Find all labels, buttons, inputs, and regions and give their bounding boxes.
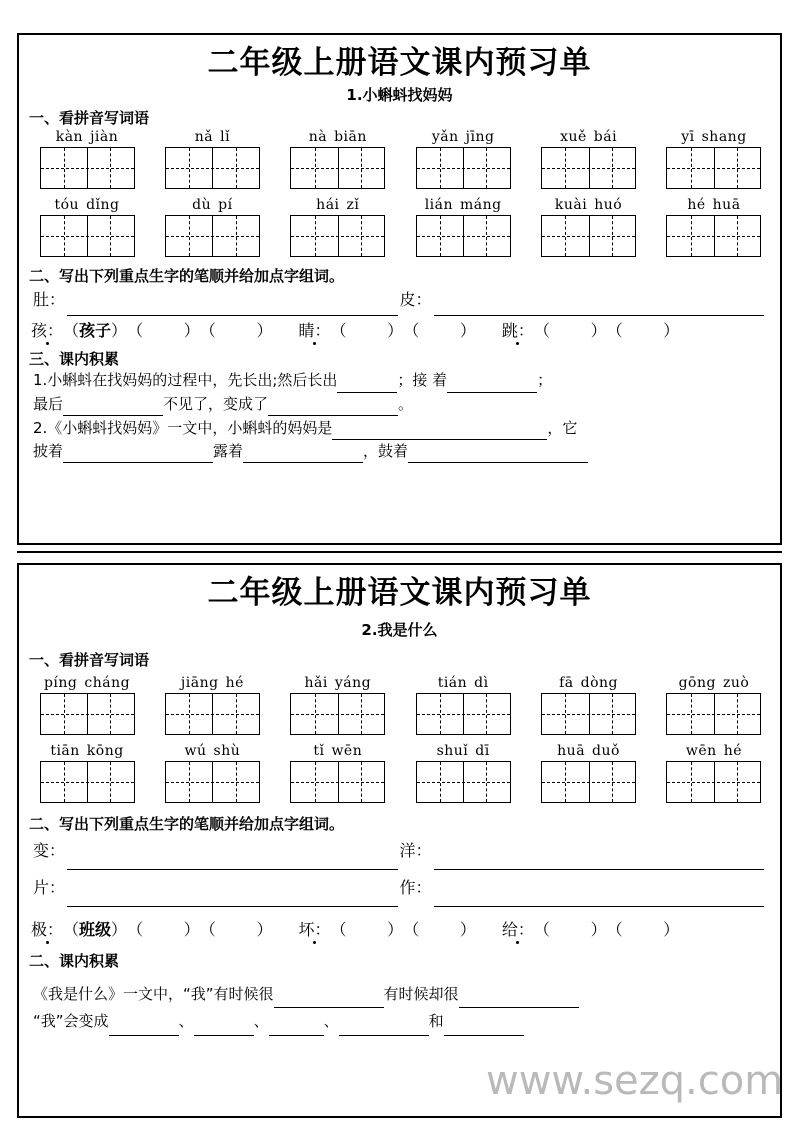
pinyin-grid-row <box>27 128 772 189</box>
word-cell <box>35 130 139 189</box>
grid-dashed-vertical-right <box>486 762 487 802</box>
word-cell <box>286 744 390 803</box>
item1-text-e: 不见了，变成了 <box>163 394 269 413</box>
grid-dashed-vertical-left <box>691 216 692 256</box>
section-heading-pinyin-2: 一、看拼音写词语 <box>29 650 150 669</box>
line2-text-b: 和 <box>428 1012 444 1031</box>
pinyin-label: tiān kōng <box>50 742 124 759</box>
tianzige-box[interactable] <box>290 215 385 257</box>
grid-dashed-horizontal <box>417 236 510 237</box>
grid-dashed-vertical-right <box>737 148 738 188</box>
grid-dashed-vertical-left <box>64 148 65 188</box>
word-cell <box>160 198 264 257</box>
item1-text-d: 最后 <box>33 394 64 413</box>
blank-line[interactable] <box>269 1019 324 1036</box>
grid-dashed-horizontal <box>667 236 760 237</box>
section-heading-accumulation-1: 三、课内积累 <box>29 349 120 368</box>
grid-dashed-vertical-right <box>486 148 487 188</box>
grid-dashed-horizontal <box>166 236 259 237</box>
pinyin-label: wú shù <box>184 742 241 759</box>
grid-dashed-vertical-right <box>486 694 487 734</box>
grid-dashed-vertical-left <box>315 762 316 802</box>
word-cell <box>160 676 264 735</box>
accumulation-lines-2 <box>27 971 772 1037</box>
pinyin-label: lián máng <box>424 196 502 213</box>
answer-parenthesis-filled[interactable]: （孩子） <box>63 320 128 340</box>
dotted-char-label: 极： <box>31 917 63 940</box>
pinyin-label: yī shang <box>681 128 747 145</box>
line2-sep-1: 、 <box>178 1012 194 1031</box>
accumulation-item-2 <box>27 416 772 464</box>
worksheet-sheet-2 <box>17 563 782 1118</box>
tianzige-box[interactable] <box>40 215 135 257</box>
blank-line[interactable] <box>243 447 363 464</box>
word-formation-row <box>27 316 772 341</box>
word-cell <box>662 198 766 257</box>
word-cell <box>537 744 641 803</box>
grid-dashed-horizontal <box>667 782 760 783</box>
tianzige-box[interactable] <box>666 693 761 735</box>
blank-line[interactable] <box>447 376 537 393</box>
dotted-char-label: 孩： <box>31 318 63 341</box>
grid-dashed-vertical-right <box>236 694 237 734</box>
grid-dashed-horizontal <box>417 782 510 783</box>
grid-dashed-vertical-right <box>110 216 111 256</box>
pinyin-label: tián dì <box>437 674 489 691</box>
grid-dashed-vertical-right <box>236 148 237 188</box>
pinyin-label: yǎn jīng <box>431 128 495 145</box>
tianzige-box[interactable] <box>666 147 761 189</box>
stroke-order-line[interactable] <box>67 298 397 316</box>
grid-dashed-vertical-left <box>565 762 566 802</box>
blank-line[interactable] <box>63 399 163 416</box>
blank-line[interactable] <box>194 1019 254 1036</box>
stroke-order-line[interactable] <box>67 889 397 907</box>
answer-parenthesis-filled[interactable]: （班级） <box>63 919 128 939</box>
grid-dashed-vertical-left <box>565 694 566 734</box>
word-cell <box>160 130 264 189</box>
pinyin-label: hǎi yáng <box>304 674 372 691</box>
tianzige-box[interactable] <box>290 761 385 803</box>
item2-text-e: ，鼓着 <box>363 442 409 461</box>
word-cell <box>537 676 641 735</box>
blank-line[interactable] <box>339 1019 429 1036</box>
pinyin-label: kàn jiàn <box>55 128 119 145</box>
blank-line[interactable] <box>459 992 579 1009</box>
pinyin-label: jiāng hé <box>180 674 244 691</box>
word-cell <box>662 676 766 735</box>
tianzige-box[interactable] <box>416 761 511 803</box>
word-cell <box>411 130 515 189</box>
pinyin-grid-row <box>27 735 772 803</box>
tianzige-box[interactable] <box>40 147 135 189</box>
pinyin-label: tǐ wēn <box>313 742 363 759</box>
grid-dashed-vertical-right <box>486 216 487 256</box>
dotted-char-label: 给： <box>502 917 534 940</box>
answer-parenthesis[interactable]: （ ） <box>533 320 607 340</box>
grid-dashed-vertical-left <box>64 762 65 802</box>
grid-dashed-horizontal <box>166 168 259 169</box>
word-formation-row <box>27 907 772 940</box>
lesson-subtitle-1: 1.小蝌蚪找妈妈 <box>346 85 453 104</box>
pinyin-label: fā dòng <box>559 674 619 691</box>
line2-sep-2: 、 <box>253 1012 269 1031</box>
grid-dashed-horizontal <box>542 236 635 237</box>
item1-text-c: ； <box>537 371 553 390</box>
grid-dashed-vertical-left <box>189 694 190 734</box>
pinyin-label: nǎ lǐ <box>194 128 231 145</box>
tianzige-box[interactable] <box>541 215 636 257</box>
word-cell <box>35 198 139 257</box>
word-cell <box>286 130 390 189</box>
stroke-order-line[interactable] <box>434 298 764 316</box>
grid-dashed-horizontal <box>667 714 760 715</box>
pinyin-label: nà biān <box>308 128 367 145</box>
grid-dashed-horizontal <box>41 168 134 169</box>
pinyin-label: wēn hé <box>685 742 742 759</box>
grid-dashed-vertical-right <box>361 694 362 734</box>
word-cell <box>411 676 515 735</box>
answer-parenthesis[interactable]: （ ） <box>330 919 404 939</box>
worksheet-sheet-1 <box>17 33 782 545</box>
grid-dashed-vertical-right <box>110 148 111 188</box>
grid-dashed-horizontal <box>41 782 134 783</box>
blank-line[interactable] <box>109 1019 179 1036</box>
dotted-char-label: 睛： <box>298 318 330 341</box>
grid-dashed-vertical-right <box>612 216 613 256</box>
stroke-char-label: 皮： <box>399 290 432 310</box>
word-cell <box>35 744 139 803</box>
grid-dashed-vertical-right <box>737 694 738 734</box>
grid-dashed-vertical-right <box>236 762 237 802</box>
grid-dashed-horizontal <box>41 236 134 237</box>
answer-parenthesis[interactable]: （ ） <box>199 320 273 340</box>
word-cell <box>411 744 515 803</box>
stroke-order-line[interactable] <box>67 852 397 870</box>
item1-text-f: 。 <box>398 394 414 413</box>
pinyin-label: kuài huó <box>554 196 623 213</box>
grid-dashed-vertical-left <box>189 216 190 256</box>
tianzige-box[interactable] <box>165 693 260 735</box>
stroke-order-line[interactable] <box>434 889 764 907</box>
page-title-2: 二年级上册语文课内预习单 <box>207 575 592 611</box>
grid-dashed-vertical-left <box>315 694 316 734</box>
page-title-1: 二年级上册语文课内预习单 <box>207 45 592 81</box>
stroke-char-label: 片： <box>33 878 66 898</box>
grid-dashed-vertical-left <box>64 694 65 734</box>
word-cell <box>35 676 139 735</box>
word-cell <box>662 744 766 803</box>
grid-dashed-vertical-left <box>691 148 692 188</box>
tianzige-box[interactable] <box>541 693 636 735</box>
tianzige-box[interactable] <box>165 147 260 189</box>
sheet-divider <box>17 551 782 553</box>
answer-parenthesis[interactable]: （ ） <box>330 320 404 340</box>
pinyin-label: hái zǐ <box>316 196 360 213</box>
tianzige-box[interactable] <box>165 215 260 257</box>
pinyin-grid-row <box>27 189 772 257</box>
grid-dashed-vertical-left <box>565 148 566 188</box>
item2-text-d: 露着 <box>213 442 244 461</box>
grid-dashed-horizontal <box>542 168 635 169</box>
grid-dashed-vertical-left <box>189 148 190 188</box>
answer-parenthesis[interactable]: （ ） <box>533 919 607 939</box>
grid-dashed-vertical-right <box>612 694 613 734</box>
answer-parenthesis[interactable]: （ ） <box>127 919 200 939</box>
grid-dashed-vertical-right <box>612 148 613 188</box>
tianzige-box[interactable] <box>165 761 260 803</box>
tianzige-box[interactable] <box>40 761 135 803</box>
line1-text-b: 有时候却很 <box>383 984 459 1003</box>
tianzige-box[interactable] <box>666 215 761 257</box>
grid-dashed-horizontal <box>291 168 384 169</box>
answer-parenthesis[interactable]: （ ） <box>199 919 273 939</box>
word-cell <box>160 744 264 803</box>
grid-dashed-horizontal <box>166 782 259 783</box>
word-cell <box>662 130 766 189</box>
pinyin-label: píng cháng <box>43 674 131 691</box>
grid-dashed-vertical-right <box>361 216 362 256</box>
grid-dashed-vertical-left <box>565 216 566 256</box>
word-cell <box>537 198 641 257</box>
pinyin-label: shuǐ dī <box>436 742 490 759</box>
item1-text-b: ；接 着 <box>397 371 448 390</box>
word-cell <box>411 198 515 257</box>
grid-dashed-vertical-right <box>361 148 362 188</box>
answer-parenthesis[interactable]: （ ） <box>606 320 680 340</box>
grid-dashed-vertical-left <box>315 216 316 256</box>
tianzige-box[interactable] <box>40 693 135 735</box>
tianzige-box[interactable] <box>416 693 511 735</box>
item1-text-a: 1.小蝌蚪在找妈妈的过程中，先长出;然后长出 <box>33 371 338 390</box>
grid-dashed-vertical-left <box>315 148 316 188</box>
answer-parenthesis[interactable]: （ ） <box>127 320 200 340</box>
line2-sep-3: 、 <box>323 1012 339 1031</box>
blank-line[interactable] <box>408 447 588 464</box>
grid-dashed-vertical-left <box>691 762 692 802</box>
pinyin-label: tóu dǐng <box>54 196 120 213</box>
grid-dashed-vertical-left <box>440 694 441 734</box>
site-watermark: www.sezq.com <box>486 1058 784 1104</box>
blank-line[interactable] <box>268 399 398 416</box>
grid-dashed-vertical-right <box>236 216 237 256</box>
grid-dashed-vertical-left <box>440 148 441 188</box>
grid-dashed-horizontal <box>542 782 635 783</box>
tianzige-box[interactable] <box>416 215 511 257</box>
dotted-char-label: 跳： <box>502 318 534 341</box>
grid-dashed-vertical-right <box>612 762 613 802</box>
tianzige-box[interactable] <box>290 693 385 735</box>
word-cell <box>286 676 390 735</box>
grid-dashed-vertical-left <box>691 694 692 734</box>
item2-text-c: 披着 <box>33 442 64 461</box>
grid-dashed-vertical-right <box>737 762 738 802</box>
tianzige-box[interactable] <box>666 761 761 803</box>
pinyin-label: huā duǒ <box>557 742 620 759</box>
pinyin-label: xuě bái <box>560 128 618 145</box>
grid-dashed-vertical-right <box>361 762 362 802</box>
lesson-subtitle-2: 2.我是什么 <box>361 620 438 639</box>
pinyin-label: dù pí <box>192 196 233 213</box>
answer-parenthesis[interactable]: （ ） <box>606 919 680 939</box>
stroke-order-row <box>27 870 772 907</box>
grid-dashed-horizontal <box>291 714 384 715</box>
answer-parenthesis[interactable]: （ ） <box>403 320 476 340</box>
grid-dashed-vertical-right <box>110 694 111 734</box>
answer-parenthesis[interactable]: （ ） <box>403 919 476 939</box>
section-heading-strokes-2: 二、写出下列重点生字的笔顺并给加点字组词。 <box>29 814 345 833</box>
tianzige-box[interactable] <box>541 147 636 189</box>
word-cell <box>537 130 641 189</box>
blank-line[interactable] <box>274 992 384 1009</box>
word-cell <box>286 198 390 257</box>
grid-dashed-vertical-right <box>110 762 111 802</box>
grid-dashed-vertical-right <box>737 216 738 256</box>
tianzige-box[interactable] <box>541 761 636 803</box>
stroke-char-label: 变： <box>33 841 66 861</box>
pinyin-label: hé huā <box>687 196 741 213</box>
section-heading-pinyin-1: 一、看拼音写词语 <box>29 108 150 127</box>
stroke-order-row <box>27 285 772 315</box>
stroke-char-label: 肚： <box>33 290 66 310</box>
blank-line[interactable] <box>63 447 213 464</box>
dotted-char-label: 坏： <box>298 917 330 940</box>
pinyin-grid-row <box>27 670 772 735</box>
accumulation-item-1 <box>27 368 772 416</box>
section-heading-accumulation-2: 二、课内积累 <box>29 951 120 970</box>
stroke-order-row <box>27 833 772 870</box>
blank-line[interactable] <box>337 376 397 393</box>
grid-dashed-vertical-left <box>189 762 190 802</box>
grid-dashed-vertical-left <box>440 762 441 802</box>
stroke-char-label: 洋： <box>399 841 432 861</box>
grid-dashed-horizontal <box>291 782 384 783</box>
stroke-char-label: 作： <box>399 878 432 898</box>
grid-dashed-vertical-left <box>440 216 441 256</box>
blank-line[interactable] <box>332 423 547 440</box>
grid-dashed-horizontal <box>542 714 635 715</box>
grid-dashed-horizontal <box>417 168 510 169</box>
section-heading-strokes-1: 二、写出下列重点生字的笔顺并给加点字组词。 <box>29 266 345 285</box>
grid-dashed-vertical-left <box>64 216 65 256</box>
grid-dashed-horizontal <box>667 168 760 169</box>
grid-dashed-horizontal <box>41 714 134 715</box>
line2-text-a: “我”会变成 <box>33 1012 109 1031</box>
line1-text-a: 《我是什么》一文中，“我”有时候很 <box>33 984 274 1003</box>
grid-dashed-horizontal <box>166 714 259 715</box>
tianzige-box[interactable] <box>290 147 385 189</box>
grid-dashed-horizontal <box>417 714 510 715</box>
pinyin-label: gōng zuò <box>678 674 750 691</box>
tianzige-box[interactable] <box>416 147 511 189</box>
blank-line[interactable] <box>444 1019 524 1036</box>
item2-text-b: ，它 <box>547 418 578 437</box>
stroke-order-line[interactable] <box>434 852 764 870</box>
grid-dashed-horizontal <box>291 236 384 237</box>
item2-text-a: 2.《小蝌蚪找妈妈》一文中，小蝌蚪的妈妈是 <box>33 418 333 437</box>
